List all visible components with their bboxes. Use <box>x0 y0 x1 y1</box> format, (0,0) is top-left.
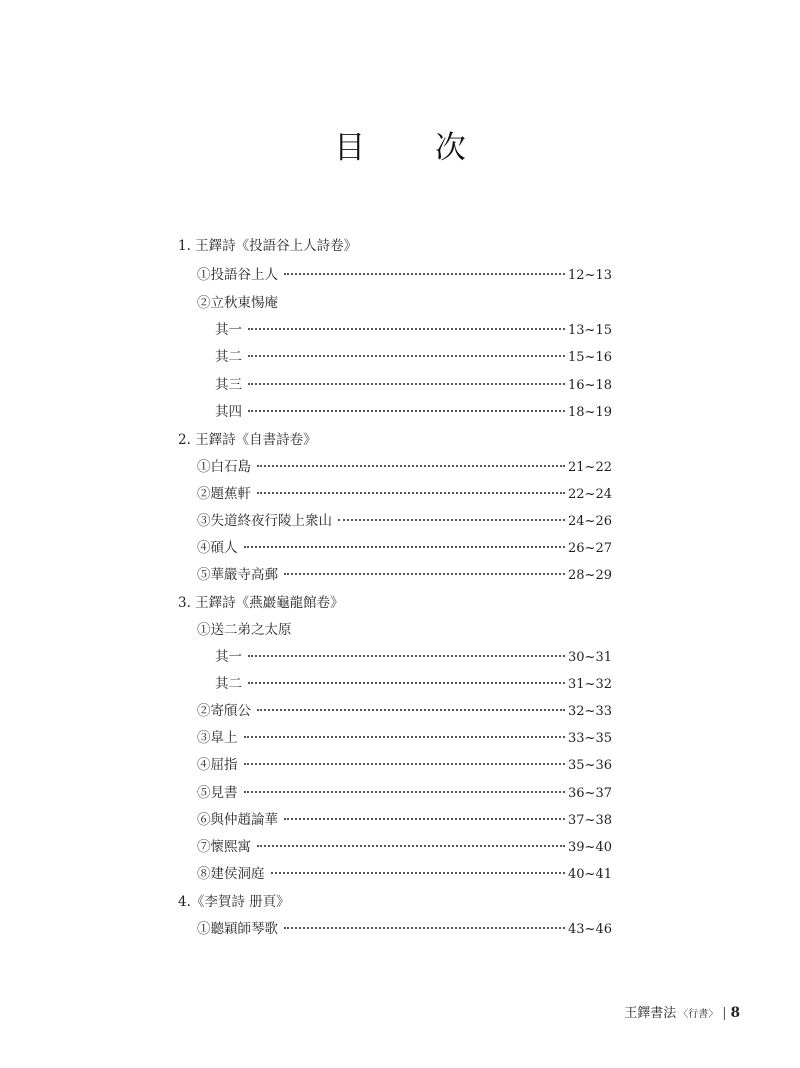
page-title: 目 次 <box>334 130 496 166</box>
toc-entry <box>197 508 612 534</box>
toc-entry <box>197 481 612 507</box>
toc-entry-page: 35~36 <box>568 758 612 773</box>
toc-entry-text: 其一 <box>215 649 242 665</box>
dot-leader <box>257 845 565 847</box>
toc-entry-page: 40~41 <box>568 867 612 882</box>
toc-entry-text: ④屈指 <box>197 757 238 773</box>
toc-entry-text: 其四 <box>215 404 242 420</box>
toc-entry <box>197 752 612 778</box>
toc-entry-text: 4.《李賀詩 册頁》 <box>178 894 290 910</box>
dot-leader <box>248 328 565 330</box>
toc-entry <box>215 671 612 697</box>
toc-entry-text: ①送二弟之太原 <box>197 622 292 638</box>
dot-leader <box>244 763 566 765</box>
dot-leader <box>244 546 566 548</box>
toc-entry-text: ②立秋東惕庵 <box>197 295 278 311</box>
toc-entry <box>178 233 357 259</box>
toc-entry-text: 3. 王鐸詩《燕巖龜龍館卷》 <box>178 595 344 611</box>
dot-leader <box>284 573 565 575</box>
footer-separator: | <box>722 1006 727 1021</box>
dot-leader <box>257 709 565 711</box>
toc-entry <box>215 644 612 670</box>
toc-entry-text: 其三 <box>215 377 242 393</box>
dot-leader <box>284 273 565 275</box>
dot-leader <box>338 519 565 521</box>
dot-leader <box>257 465 565 467</box>
toc-entry <box>197 454 612 480</box>
toc-entry-text: ⑥與仲趙論華 <box>197 812 278 828</box>
page-number: 8 <box>730 1005 740 1021</box>
dot-leader <box>284 927 565 929</box>
toc-entry-page: 28~29 <box>568 568 612 583</box>
toc-entry-text: 其一 <box>215 322 242 338</box>
toc-entry <box>197 861 612 887</box>
toc-entry-text: 其二 <box>215 676 242 692</box>
toc-entry-page: 30~31 <box>568 650 612 665</box>
toc-entry-page: 26~27 <box>568 541 612 556</box>
toc-entry-text: ②寄頎公 <box>197 703 251 719</box>
toc-entry <box>178 889 290 915</box>
toc-entry <box>197 617 292 643</box>
toc-entry-page: 22~24 <box>568 487 612 502</box>
toc-entry-text: ③皐上 <box>197 730 238 746</box>
dot-leader <box>248 383 565 385</box>
toc-entry-page: 33~35 <box>568 731 612 746</box>
toc-entry <box>197 725 612 751</box>
toc-entry-text: ⑤華嚴寺高郵 <box>197 567 278 583</box>
dot-leader <box>248 655 565 657</box>
toc-entry <box>215 399 612 425</box>
toc-entry <box>197 807 612 833</box>
toc-entry-page: 43~46 <box>568 922 612 937</box>
toc-entry-text: ①聽穎師琴歌 <box>197 921 278 937</box>
toc-entry-page: 31~32 <box>568 677 612 692</box>
dot-leader <box>284 818 565 820</box>
toc-entry-page: 37~38 <box>568 813 612 828</box>
dot-leader <box>257 492 565 494</box>
toc-entry-page: 32~33 <box>568 704 612 719</box>
toc-entry <box>215 317 612 343</box>
toc-entry-page: 13~15 <box>568 323 612 338</box>
book-subtitle: 〈行書〉 <box>678 1009 719 1020</box>
toc-entry-text: ②題蕉軒 <box>197 486 251 502</box>
dot-leader <box>248 410 565 412</box>
page-footer <box>624 1002 740 1021</box>
toc-entry-page: 18~19 <box>568 405 612 420</box>
toc-entry-text: ③失道終夜行陵上衆山 <box>197 513 332 529</box>
toc-entry <box>197 562 612 588</box>
toc-entry <box>197 262 612 288</box>
toc-entry <box>178 427 317 453</box>
toc-entry <box>197 780 612 806</box>
toc-entry-text: 2. 王鐸詩《自書詩卷》 <box>178 432 317 448</box>
toc-entry <box>197 916 612 942</box>
toc-entry-text: ⑧建侯洞庭 <box>197 866 265 882</box>
toc-entry <box>197 834 612 860</box>
dot-leader <box>248 682 565 684</box>
toc-entry-text: ①投語谷上人 <box>197 267 278 283</box>
dot-leader <box>248 355 565 357</box>
toc-entry-text: ④碩人 <box>197 540 238 556</box>
toc-entry <box>215 372 612 398</box>
toc-entry-page: 39~40 <box>568 840 612 855</box>
toc-entry-page: 21~22 <box>568 460 612 475</box>
dot-leader <box>271 872 566 874</box>
dot-leader <box>244 736 566 738</box>
toc-entry-page: 24~26 <box>568 514 612 529</box>
toc-entry <box>215 344 612 370</box>
toc-entry-page: 12~13 <box>568 268 612 283</box>
toc-entry-text: ①白石島 <box>197 459 251 475</box>
toc-entry <box>197 698 612 724</box>
toc-entry-text: ⑦懷熙寓 <box>197 839 251 855</box>
toc-entry <box>197 290 278 316</box>
toc-entry-text: 其二 <box>215 349 242 365</box>
toc-entry-text: ⑤見書 <box>197 785 238 801</box>
toc-entry <box>178 590 344 616</box>
toc-entry-page: 36~37 <box>568 786 612 801</box>
toc-entry-text: 1. 王鐸詩《投語谷上人詩卷》 <box>178 238 358 254</box>
dot-leader <box>244 791 566 793</box>
toc-entry <box>197 535 612 561</box>
toc-entry-page: 16~18 <box>568 378 612 393</box>
book-title: 王鐸書法 <box>624 1006 677 1021</box>
toc-entry-page: 15~16 <box>568 350 612 365</box>
